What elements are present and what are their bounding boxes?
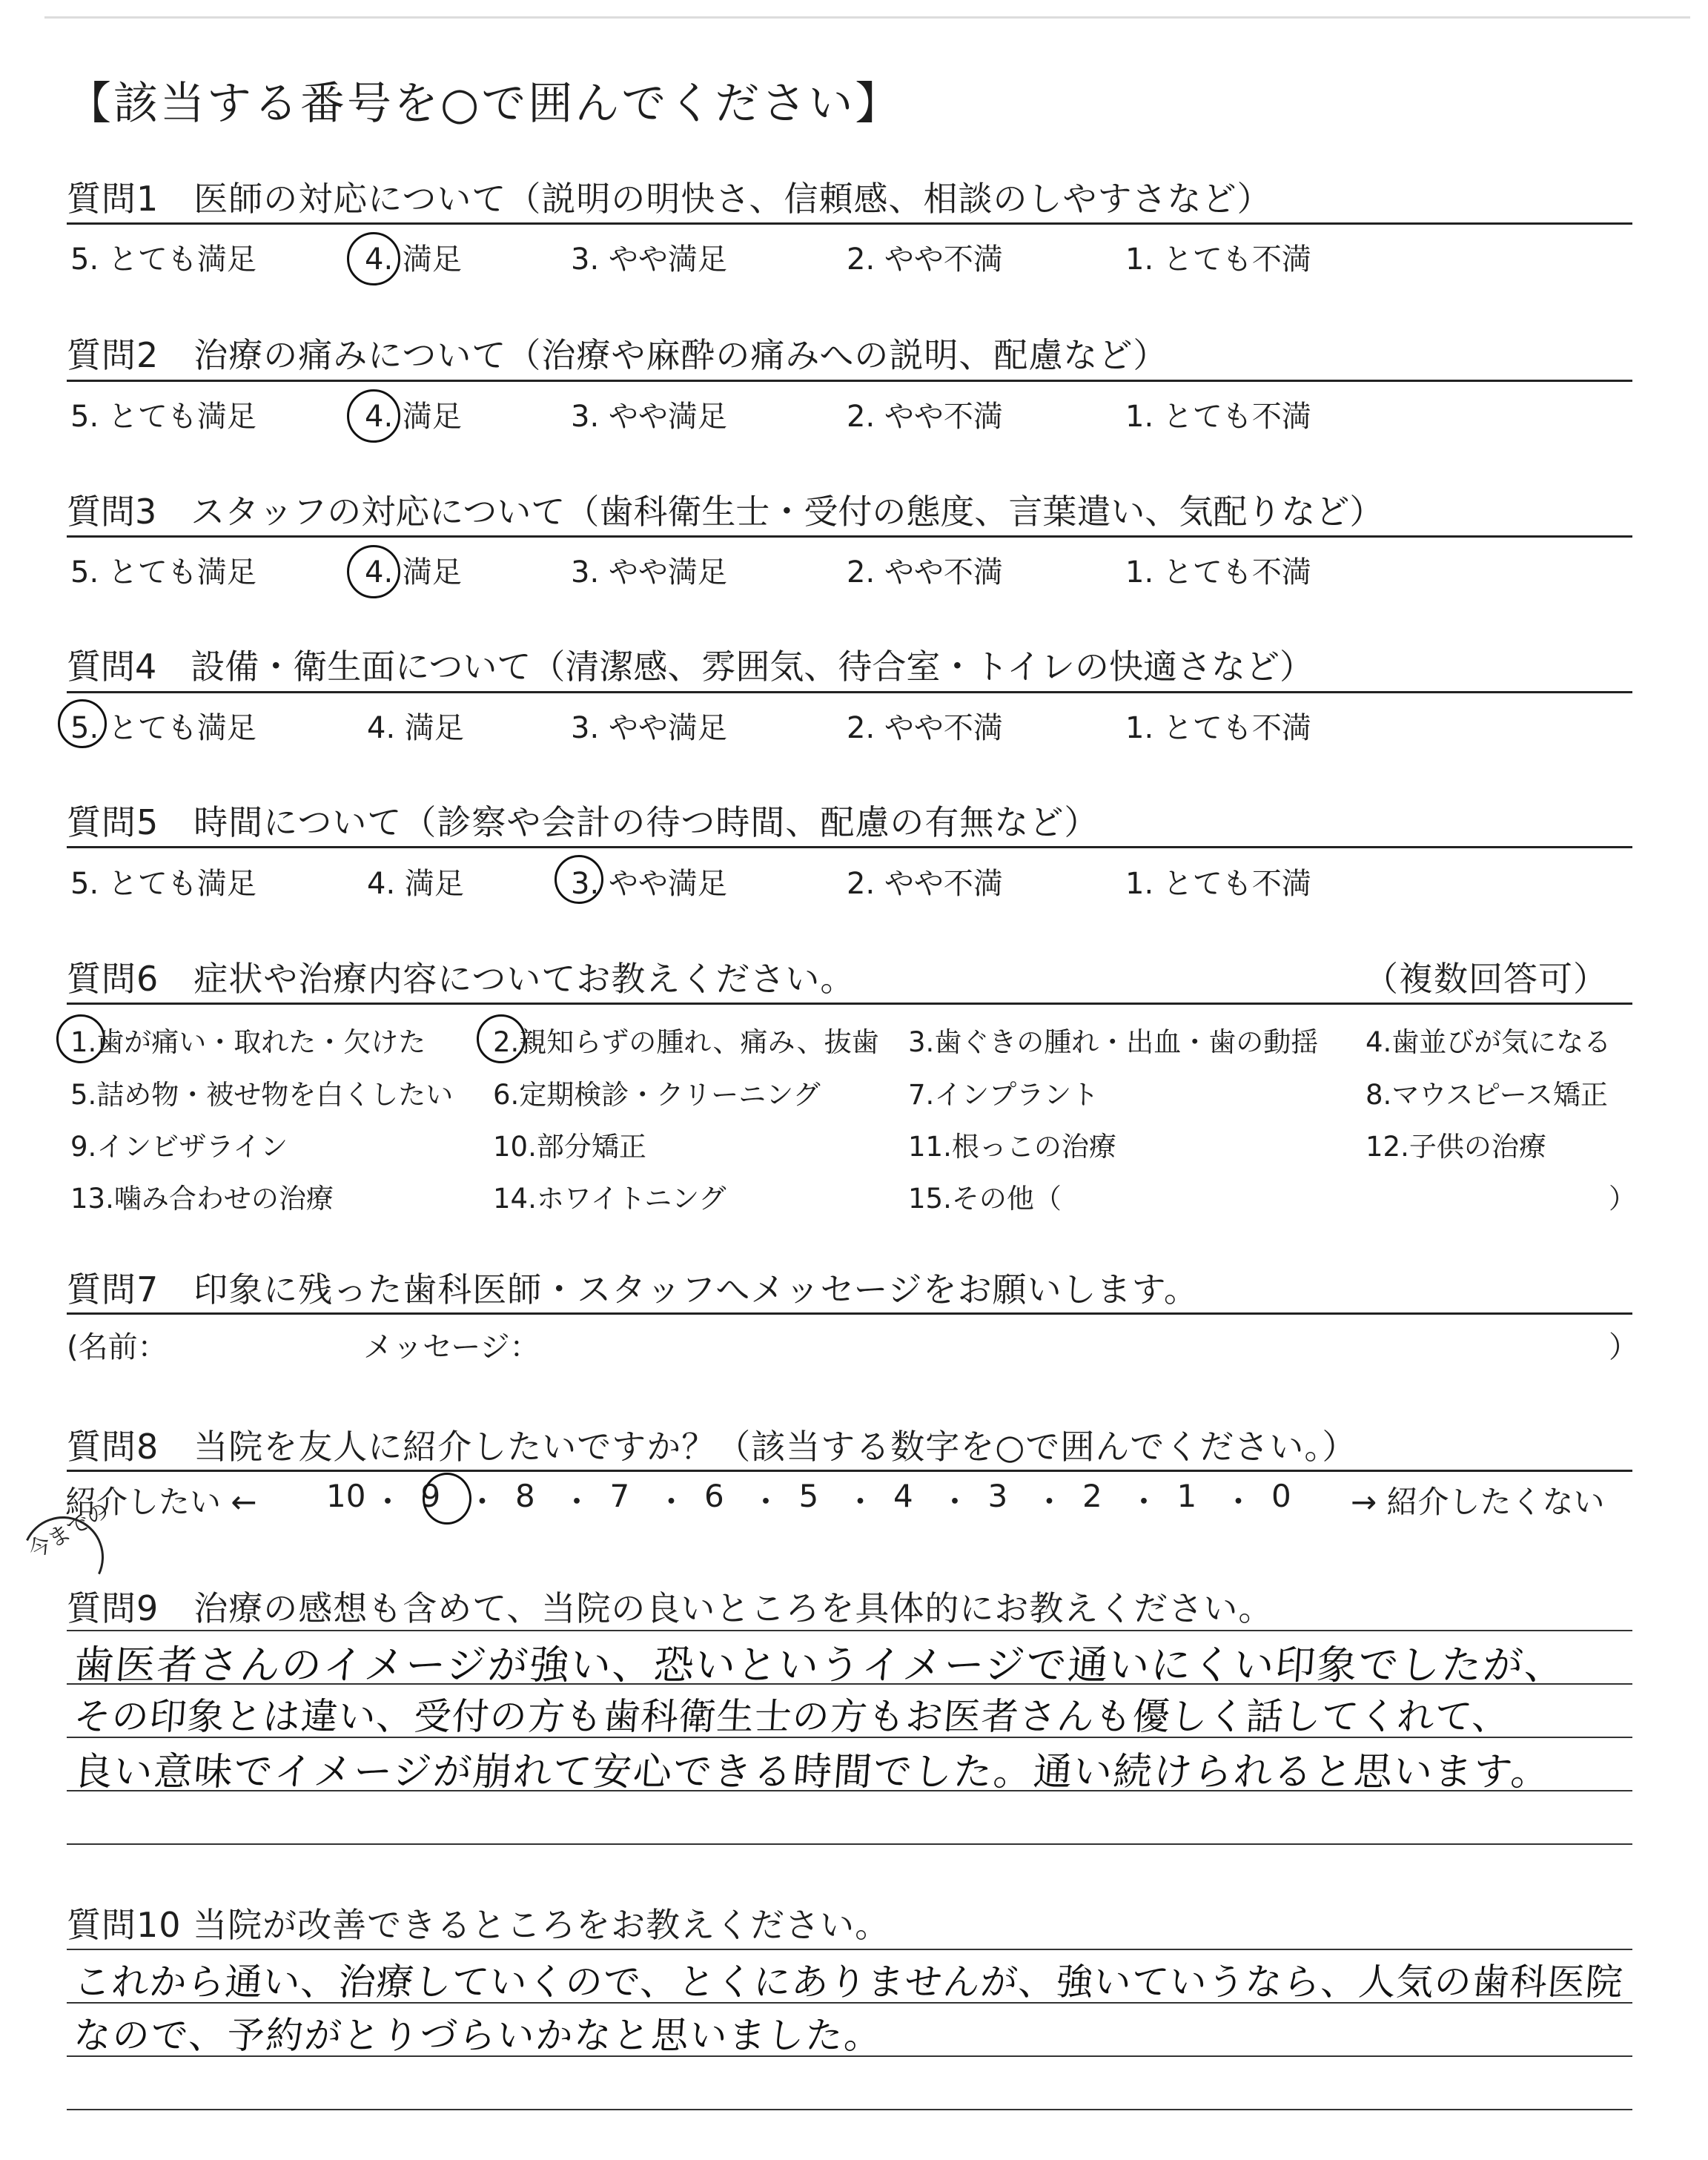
q4-option-5[interactable]: 5. とても満足	[70, 711, 256, 745]
q9-rule-0	[67, 1630, 1632, 1631]
q3-option-3[interactable]: 3. やや満足	[571, 555, 727, 589]
q6-option-14-label: ホワイトニング	[536, 1183, 726, 1215]
q8-number-1[interactable]: 1	[1176, 1478, 1197, 1514]
q6-option-7-num: 7.	[908, 1079, 935, 1111]
q7-close-paren: ）	[1609, 1330, 1638, 1364]
q8-number-2[interactable]: 2	[1082, 1478, 1102, 1514]
q6-option-9-label: インビザライン	[96, 1131, 288, 1163]
q8-separator: ・	[466, 1484, 498, 1520]
q6-option-1[interactable]	[70, 1020, 426, 1060]
q8-number-3[interactable]: 3	[987, 1478, 1008, 1514]
q8-number-4[interactable]: 4	[893, 1478, 913, 1514]
q9-rule-1	[67, 1683, 1632, 1685]
question-10-title: 質問10 当院が改善できるところをお教えください。	[67, 1905, 890, 1945]
q6-option-2-num: 2.	[493, 1026, 520, 1058]
q6-other-close: ）	[1609, 1183, 1636, 1215]
q6-option-3-num: 3.	[908, 1026, 935, 1058]
q6-option-13-num: 13.	[70, 1183, 114, 1215]
question-7-title: 質問7 印象に残った歯科医師・スタッフへメッセージをお願いします。	[67, 1269, 1199, 1309]
q6-option-2-label: 親知らずの腫れ、痛み、抜歯	[519, 1026, 879, 1058]
q4-option-2[interactable]: 2. やや不満	[847, 711, 1003, 745]
q8-number-7[interactable]: 7	[609, 1478, 630, 1514]
q5-option-5[interactable]: 5. とても満足	[70, 867, 256, 901]
question-7-rule	[67, 1312, 1632, 1315]
q10-rule-0	[67, 1949, 1632, 1950]
q3-option-5[interactable]: 5. とても満足	[70, 555, 256, 589]
q6-option-9-num: 9.	[70, 1131, 97, 1163]
q6-option-11-label: 根っこの治療	[951, 1131, 1116, 1163]
q4-option-4[interactable]: 4. 満足	[367, 711, 464, 745]
question-5-title: 質問5 時間について（診察や会計の待つ時間、配慮の有無など）	[67, 802, 1099, 842]
q6-option-7-label: インプラント	[934, 1079, 1099, 1111]
question-3-title: 質問3 スタッフの対応について（歯科衛生士・受付の態度、言葉遣い、気配りなど）	[67, 492, 1384, 532]
q8-number-5[interactable]: 5	[798, 1478, 819, 1514]
q6-option-5-num: 5.	[70, 1079, 97, 1111]
q6-option-14-num: 14.	[493, 1183, 537, 1215]
q8-separator: ・	[372, 1484, 404, 1520]
q6-option-1-num: 1.	[70, 1026, 97, 1058]
q6-option-11-num: 11.	[908, 1131, 952, 1163]
q3-option-1[interactable]: 1. とても不満	[1125, 555, 1311, 589]
question-6-rule	[67, 1003, 1632, 1005]
q5-option-2[interactable]: 2. やや不満	[847, 867, 1003, 901]
q9-answer-line-1: 歯医者さんのイメージが強い、恐いというイメージで通いにくい印象でしたが、	[72, 1642, 1568, 1688]
q6-option-3[interactable]	[908, 1020, 1318, 1060]
question-1-rule	[67, 222, 1632, 225]
q6-option-5-label: 詰め物・被せ物を白くしたい	[96, 1079, 454, 1111]
q9-rule-2	[67, 1737, 1632, 1738]
q8-right-label: → 紹介したくない	[1351, 1484, 1605, 1520]
q8-separator: ・	[1222, 1484, 1254, 1520]
q5-option-4[interactable]: 4. 満足	[367, 867, 464, 901]
q5-option-1[interactable]: 1. とても不満	[1125, 867, 1311, 901]
q8-separator: ・	[1128, 1484, 1160, 1520]
question-6-title: 質問6 症状や治療内容についてお教えください。	[67, 959, 855, 999]
question-3-rule	[67, 535, 1632, 538]
q8-number-10[interactable]: 10	[326, 1478, 366, 1514]
q6-option-11[interactable]	[908, 1124, 1116, 1164]
question-2-rule	[67, 380, 1632, 382]
q10-answer-line-2: なので、予約がとりづらいかなと思いました。	[72, 2014, 884, 2057]
q9-side-note: 今までの	[24, 1497, 114, 1565]
question-1-title: 質問1 医師の対応について（説明の明快さ、信頼感、相談のしやすさなど）	[67, 179, 1272, 219]
q8-separator: ・	[1033, 1484, 1065, 1520]
question-8-rule	[67, 1470, 1632, 1472]
question-2-title: 質問2 治療の痛みについて（治療や麻酔の痛みへの説明、配慮など）	[67, 335, 1168, 375]
q10-rule-3	[67, 2109, 1632, 2110]
q2-option-5[interactable]: 5. とても満足	[70, 400, 256, 434]
q1-option-1[interactable]: 1. とても不満	[1125, 242, 1311, 277]
q2-option-3[interactable]: 3. やや満足	[571, 400, 727, 434]
q6-option-6-label: 定期検診・クリーニング	[519, 1079, 821, 1111]
q8-left-label: 紹介したい ←	[65, 1484, 257, 1520]
q8-separator: ・	[561, 1484, 593, 1520]
q8-number-0[interactable]: 0	[1271, 1478, 1291, 1514]
question-4-title: 質問4 設備・衛生面について（清潔感、雰囲気、待合室・トイレの快適さなど）	[67, 647, 1314, 687]
q8-number-8[interactable]: 8	[515, 1478, 535, 1514]
q6-option-8[interactable]	[1366, 1072, 1608, 1112]
q5-option-3[interactable]: 3. やや満足	[571, 867, 727, 901]
question-8-title: 質問8 当院を友人に紹介したいですか？（該当する数字を○で囲んでください。）	[67, 1427, 1357, 1467]
q6-option-12-label: 子供の治療	[1409, 1131, 1546, 1163]
q2-option-1[interactable]: 1. とても不満	[1125, 400, 1311, 434]
q10-answer-line-1: これから通い、治療していくので、とくにありませんが、強いていうなら、人気の歯科医院	[72, 1961, 1625, 2004]
q9-rule-4	[67, 1843, 1632, 1845]
question-6-note: （複数回答可）	[1364, 959, 1608, 999]
q3-option-4[interactable]: 4. 満足	[365, 555, 462, 589]
q8-number-6[interactable]: 6	[704, 1478, 724, 1514]
q8-separator: ・	[655, 1484, 687, 1520]
q6-option-13[interactable]	[70, 1176, 334, 1216]
q6-option-15-label: その他（	[951, 1183, 1062, 1215]
q2-option-2[interactable]: 2. やや不満	[847, 400, 1003, 434]
q8-number-9[interactable]: 9	[420, 1478, 441, 1514]
q4-option-1[interactable]: 1. とても不満	[1125, 711, 1311, 745]
q6-option-2[interactable]	[493, 1020, 879, 1060]
q1-option-3[interactable]: 3. やや満足	[571, 242, 727, 277]
q8-separator: ・	[939, 1484, 971, 1520]
q3-option-2[interactable]: 2. やや不満	[847, 555, 1003, 589]
q6-option-1-label: 歯が痛い・取れた・欠けた	[96, 1026, 426, 1058]
q6-option-12-num: 12.	[1366, 1131, 1409, 1163]
q1-option-4[interactable]: 4. 満足	[365, 242, 462, 277]
q1-option-2[interactable]: 2. やや不満	[847, 242, 1003, 277]
q10-rule-2	[67, 2055, 1632, 2057]
question-9-title: 質問9 治療の感想も含めて、当院の良いところを具体的にお教えください。	[67, 1588, 1274, 1628]
q7-message-label: メッセージ：	[363, 1330, 540, 1364]
q6-option-5[interactable]	[70, 1072, 453, 1112]
q8-selection-circle	[420, 1473, 471, 1525]
q1-option-5[interactable]: 5. とても満足	[70, 242, 256, 277]
q4-option-3[interactable]: 3. やや満足	[571, 711, 727, 745]
q6-option-12[interactable]	[1366, 1124, 1546, 1164]
q6-option-14[interactable]	[493, 1176, 726, 1216]
question-5-rule	[67, 846, 1632, 848]
q6-option-4-label: 歯並びが気になる	[1391, 1026, 1612, 1058]
form-instruction-header: 【該当する番号を○で囲んでください】	[67, 78, 902, 130]
q6-option-8-num: 8.	[1366, 1079, 1392, 1111]
q10-rule-1	[67, 2002, 1632, 2004]
q6-option-4[interactable]	[1366, 1020, 1611, 1060]
q6-option-10-num: 10.	[493, 1131, 537, 1163]
q6-option-10-label: 部分矯正	[536, 1131, 646, 1163]
q8-separator: ・	[750, 1484, 782, 1520]
q6-option-15-num: 15.	[908, 1183, 952, 1215]
q7-name-label: (名前：	[67, 1330, 168, 1364]
q6-option-10[interactable]	[493, 1124, 646, 1164]
q9-answer-line-2: その印象とは違い、受付の方も歯科衛生士の方もお医者さんも優しく話してくれて、	[72, 1695, 1512, 1738]
q9-rule-3	[67, 1790, 1632, 1791]
q6-option-3-label: 歯ぐきの腫れ・出血・歯の動揺	[934, 1026, 1319, 1058]
q8-separator: ・	[844, 1484, 876, 1520]
q6-option-6[interactable]	[493, 1072, 821, 1112]
q9-answer-line-3: 良い意味でイメージが崩れて安心できる時間でした。通い続けられると思います。	[72, 1750, 1553, 1794]
q6-option-15[interactable]	[908, 1176, 1062, 1216]
q6-option-6-num: 6.	[493, 1079, 520, 1111]
q6-option-4-num: 4.	[1366, 1026, 1392, 1058]
q6-option-9[interactable]	[70, 1124, 288, 1164]
scan-edge-line	[44, 16, 1690, 19]
question-4-rule	[67, 691, 1632, 693]
q6-option-13-label: 噛み合わせの治療	[113, 1183, 334, 1215]
q2-option-4[interactable]: 4. 満足	[365, 400, 462, 434]
q6-option-7[interactable]	[908, 1072, 1099, 1112]
q6-option-8-label: マウスピース矯正	[1391, 1079, 1608, 1111]
